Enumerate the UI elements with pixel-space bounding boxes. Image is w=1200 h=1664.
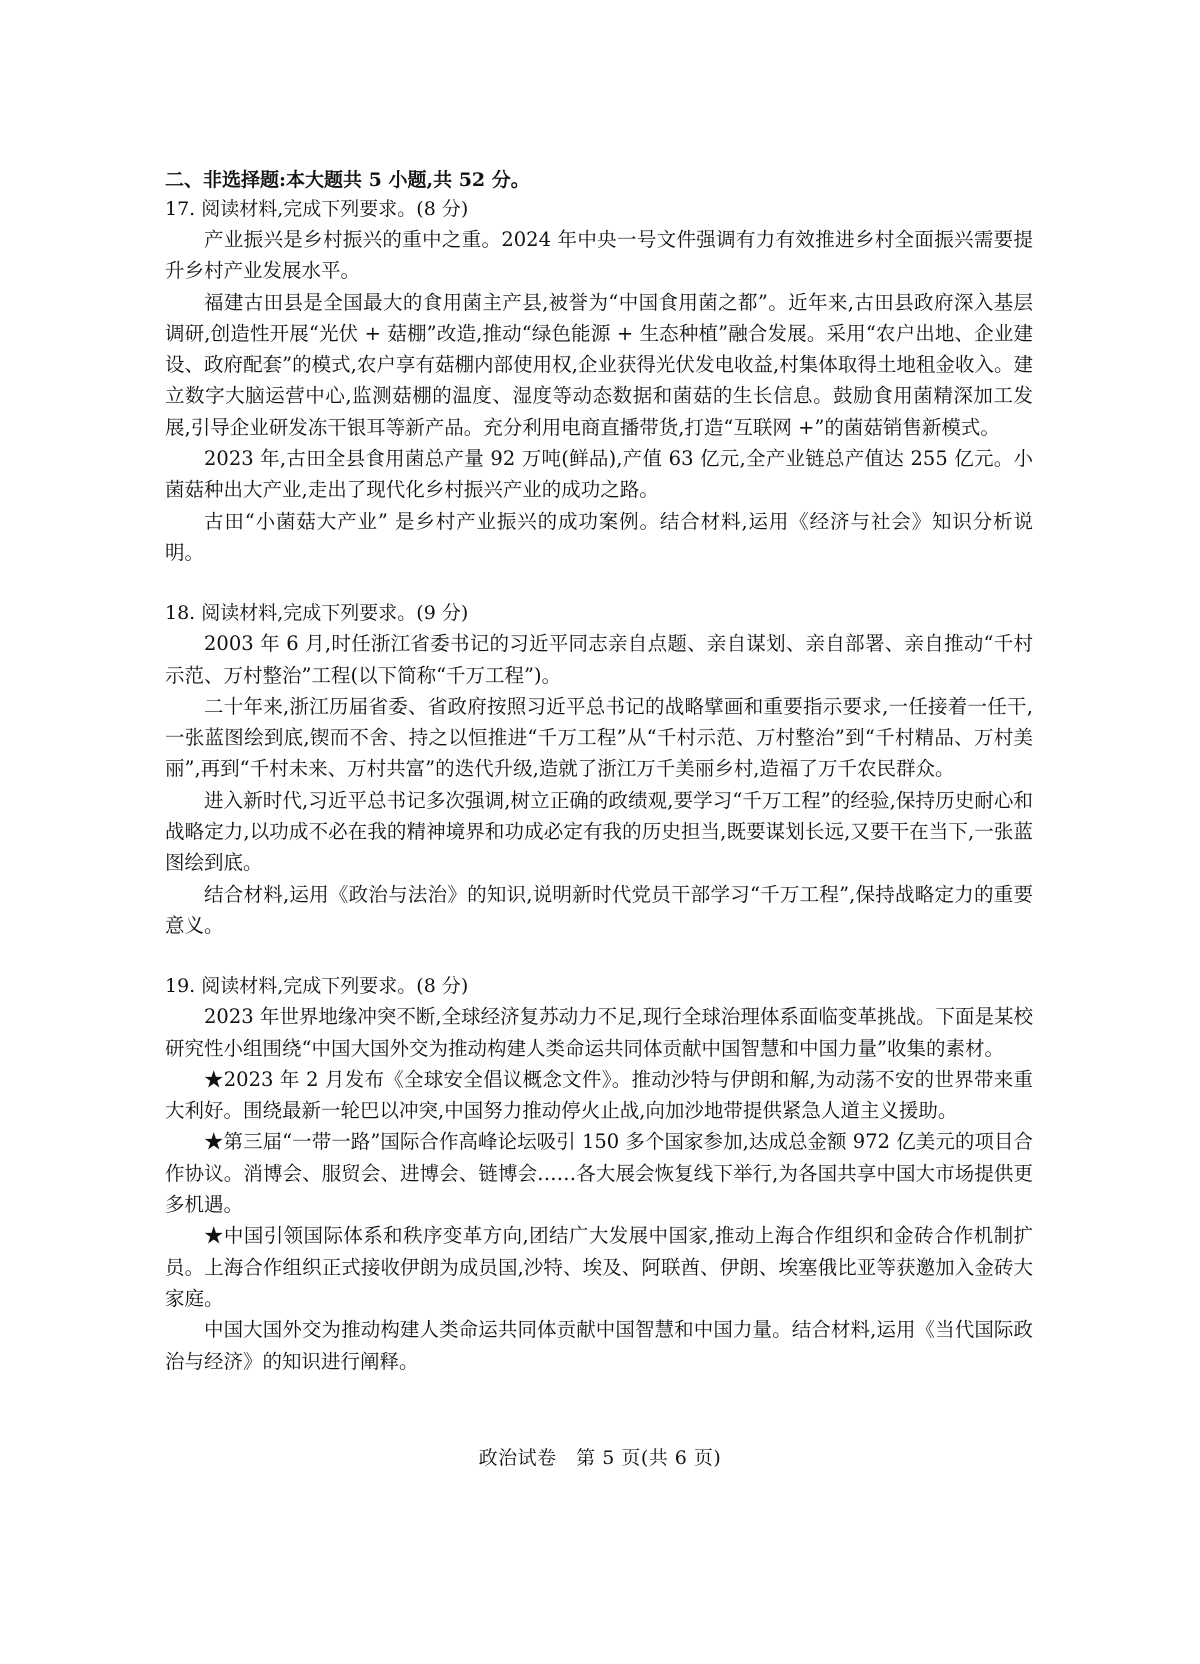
exam-page-content (165, 166, 1033, 1377)
material-item: ★第三届“一带一路”国际合作高峰论坛吸引 150 多个国家参加,达成总金额 972 亿美元的项目合作协议。消博会、服贸会、进博会、链博会……各大展会恢复线下举行,为各国共享中国大市场提供更多机遇。 (165, 1130, 1033, 1217)
question-prompt: 结合材料,运用《政治与法治》的知识,说明新时代党员干部学习“千万工程”,保持战略定力的重要意义。 (165, 882, 1033, 937)
material-paragraph: 产业振兴是乡村振兴的重中之重。2024 年中央一号文件强调有力有效推进乡村全面振兴需要提升乡村产业发展水平。 (165, 228, 1033, 283)
material-paragraph: 二十年来,浙江历届省委、省政府按照习近平总书记的战略擘画和重要指示要求,一任接着一任干,一张蓝图绘到底,锲而不舍、持之以恒推进“千万工程”从“千村示范、万村整治”到“千村精品、万村美丽”,再到“千村未来、万村共富”的迭代升级,造就了浙江万千美丽乡村,造福了万千农民群众。 (165, 694, 1033, 781)
question-prompt: 古田“小菌菇大产业” 是乡村产业振兴的成功案例。结合材料,运用《经济与社会》知识分析说明。 (165, 509, 1033, 564)
material-item: ★中国引领国际体系和秩序变革方向,团结广大发展中国家,推动上海合作组织和金砖合作机制扩员。上海合作组织正式接收伊朗为成员国,沙特、埃及、阿联酋、伊朗、埃塞俄比亚等获邀加入金砖大家庭。 (165, 1224, 1033, 1310)
question-title: 18. 阅读材料,完成下列要求。(9 分) (165, 602, 469, 625)
material-paragraph: 2023 年世界地缘冲突不断,全球经济复苏动力不足,现行全球治理体系面临变革挑战。下面是某校研究性小组围绕“中国大国外交为推动构建人类命运共同体贡献中国智慧和中国力量”收集的素材。 (165, 1005, 1033, 1060)
material-paragraph: 进入新时代,习近平总书记多次强调,树立正确的政绩观,要学习“千万工程”的经验,保持历史耐心和战略定力,以功成不必在我的精神境界和功成必定有我的历史担当,既要谋划长远,又要干在当下,一张蓝图绘到底。 (165, 788, 1033, 875)
page-footer: 政治试卷 第 5 页(共 6 页) (478, 1447, 722, 1469)
question-prompt: 中国大国外交为推动构建人类命运共同体贡献中国智慧和中国力量。结合材料,运用《当代国际政治与经济》的知识进行阐释。 (165, 1318, 1033, 1373)
material-paragraph: 2003 年 6 月,时任浙江省委书记的习近平同志亲自点题、亲自谋划、亲自部署、亲自推动“千村示范、万村整治”工程(以下简称“千万工程”)。 (165, 632, 1033, 687)
material-paragraph: 福建古田县是全国最大的食用菌主产县,被誉为“中国食用菌之都”。近年来,古田县政府深入基层调研,创造性开展“光伏 + 菇棚”改造,推动“绿色能源 + 生态种植”融合发展。采用“农户出地、企业建设、政府配套”的模式,农户享有菇棚内部使用权,企业获得光伏发电收益,村集体取得土地租金收入。建立数字大脑运营中心,监测菇棚的温度、湿度等动态数据和菌菇的生长信息。鼓励食用菌精深加工发展,引导企业研发冻干银耳等新产品。充分利用电商直播带货,打造“互联网 +”的菌菇销售新模式。 (165, 290, 1033, 439)
material-item: ★2023 年 2 月发布《全球安全倡议概念文件》。推动沙特与伊朗和解,为动荡不安的世界带来重大利好。围绕最新一轮巴以冲突,中国努力推动停火止战,向加沙地带提供紧急人道主义援助。 (165, 1067, 1033, 1123)
section-heading: 二、非选择题:本大题共 5 小题,共 52 分。 (165, 169, 530, 191)
question-title: 19. 阅读材料,完成下列要求。(8 分) (165, 975, 469, 998)
question-18 (165, 598, 1033, 941)
material-paragraph: 2023 年,古田全县食用菌总产量 92 万吨(鲜品),产值 63 亿元,全产业链总产值达 255 亿元。小菌菇种出大产业,走出了现代化乡村振兴产业的成功之路。 (165, 447, 1033, 502)
question-17 (165, 194, 1033, 568)
question-19 (165, 971, 1033, 1377)
question-title: 17. 阅读材料,完成下列要求。(8 分) (165, 198, 469, 220)
